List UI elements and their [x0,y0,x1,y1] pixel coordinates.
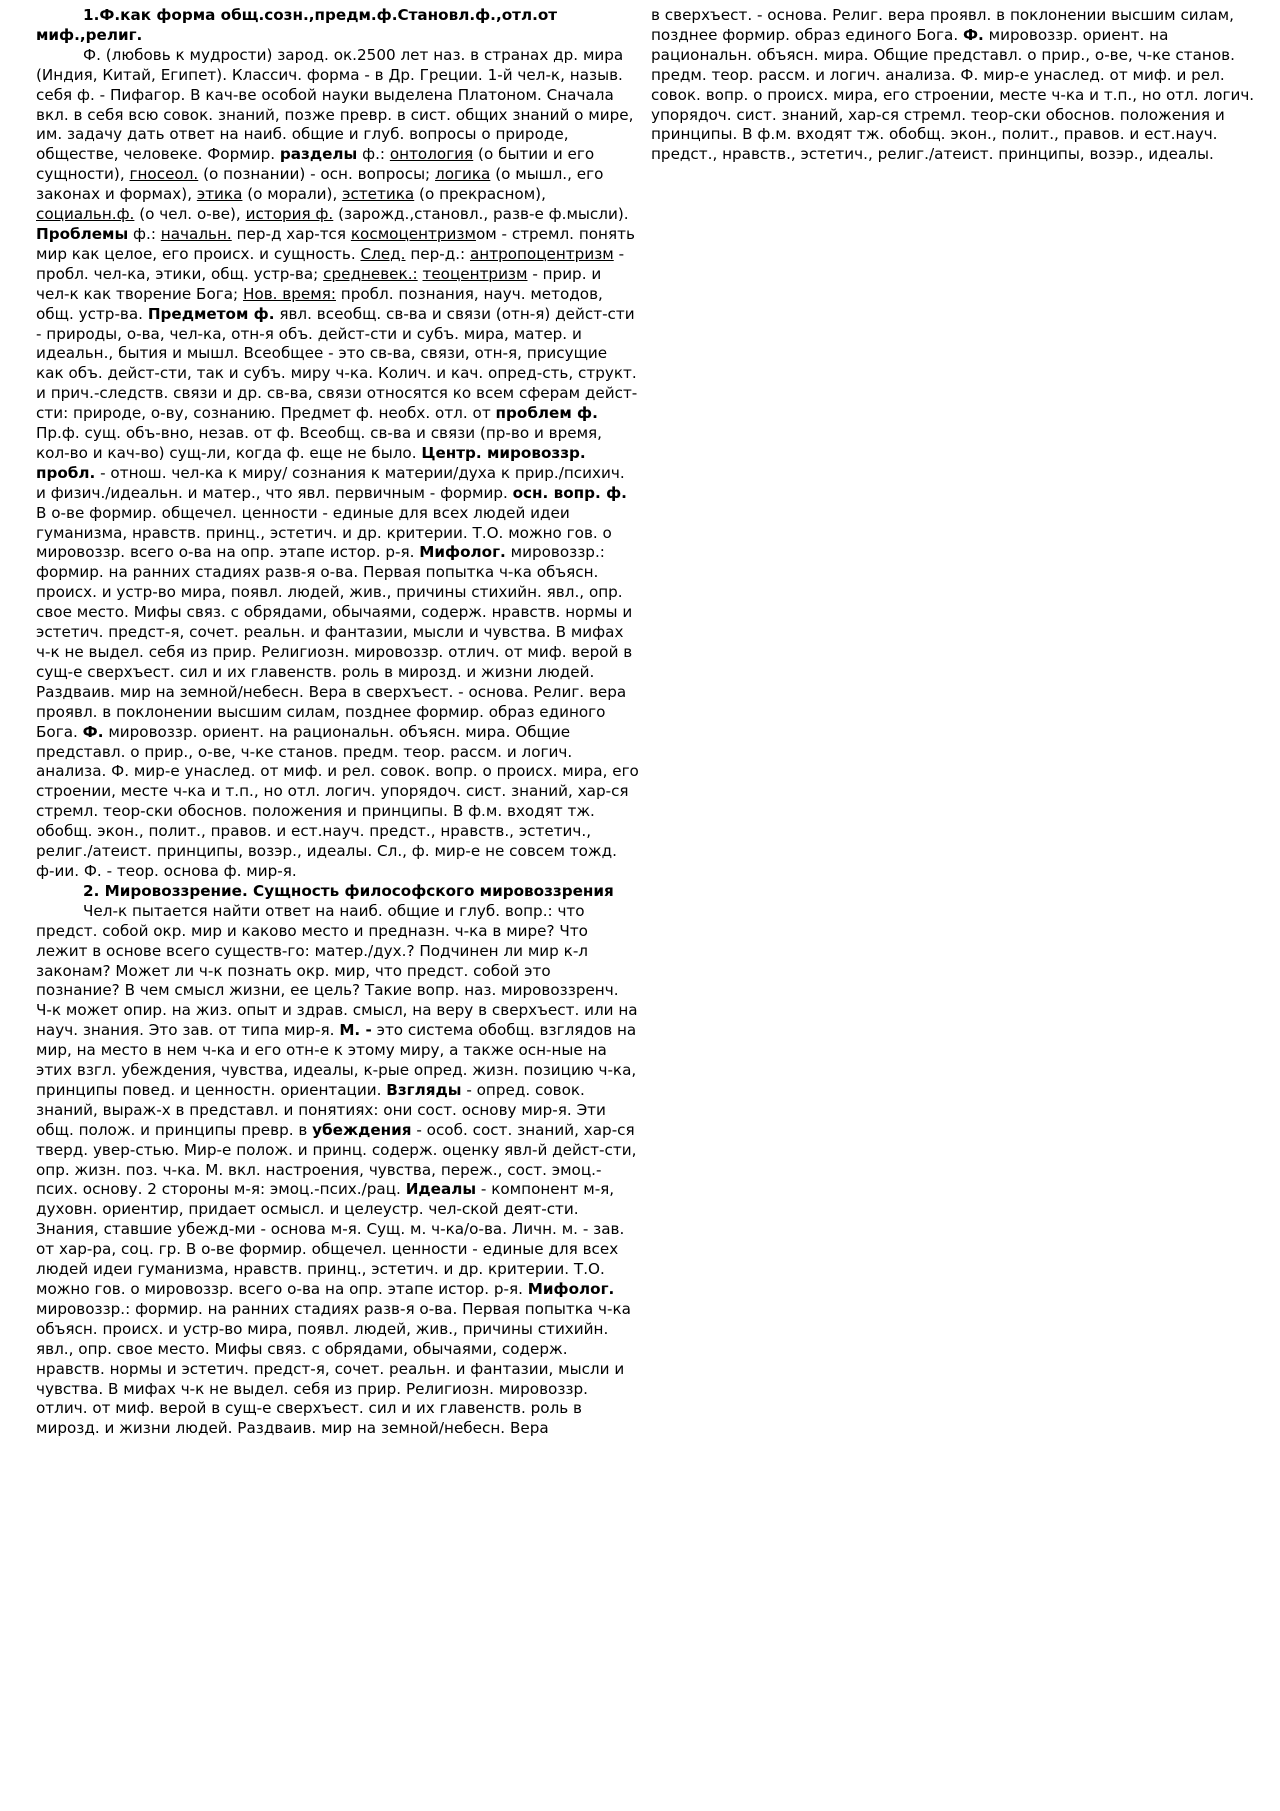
modern-desc: пробл. познания, науч. методов, общ. устр-ва. [36,284,603,323]
myth-label: Мифолог. [419,543,506,562]
problems-f-text: Пр.ф. сущ. объ-вно, незав. от ф. Всеобщ. св-ва и связи (пр-во и время, кол-во и кач-во) сущ-ли, когда ф. еще не было. [36,424,603,462]
gnoseology-desc: (о познании) - осн. вопросы; [203,165,431,184]
section-2-title: 2. Мировоззрение. Сущность философского мировоззрения [83,881,614,900]
myth-text-2: мировоззр.: формир. на ранних стадиях разв-я о-ва. Первая попытка ч-ка объясн. происх. и устр-во мира, появл. людей, жив., причины стихийн. явл., опр. свое место. Мифы связ. с обрядами, обычаями, содерж. нравств. нормы и эстетич. предст-я, сочет. реальн. и фантазии, мысли и чувства. В мифах ч-к не выдел. себя из прир. Религиозн. мировоззр. отлич. от миф. верой в сущ-е сверхъест. сил и их главенств. роль в мирозд. и жизни людей. Раздваив. мир на земной/небесн. Вера [36,1299,631,1438]
theocentrism-desc: - прир. и чел-к как творение Бога; [36,264,602,303]
myth-label-2: Мифолог. [527,1280,615,1298]
initial-desc: пер-д хар-тся [236,224,347,243]
section-1-title: 1.Ф.как форма общ.созн.,предм.ф.Становл.ф.,отл.от миф.,религ. [36,6,558,44]
beliefs-label: убеждения [312,1120,412,1139]
right-text-before: в сверхъест. - основа. Религ. вера проявл. в поклонении высшим силам, позднее формир. образ единого Бога. [651,6,1234,44]
social-desc: (о чел. о-ве), [139,205,241,224]
m-text: это система обобщ. взглядов на мир, на место в нем ч-ка и его отн-е к этому миру, а также осн-ные на этих взгл. убеждения, чувства, идеалы, к-рые опред. жизн. позицию ч-ка, принципы повед. и ценностн. ориентации. [36,1021,637,1099]
medieval-term: средневек.: [323,264,418,283]
razdely-colon: ф.: [362,145,386,164]
ethics-term: этика [196,185,243,204]
right-phil-label: Ф. [962,25,984,44]
right-column-body [651,6,1256,165]
problems-f-label: проблем ф. [495,404,598,423]
central-text: - отнош. чел-ка к миру/ сознания к материи/духа к прир./психич. и физич./идеальн. и матер., что явл. первичным - формир. [36,463,625,502]
logic-desc: (о мышл., его законах и формах), [36,165,604,204]
anthropocentrism-desc: - пробл. чел-ка, этики, общ. устр-ва; [36,244,625,283]
right-column [651,6,1256,165]
central-label: Центр. мировоззр. пробл. [36,443,586,482]
aesthetics-desc: (о прекрасном), [419,185,546,204]
ideals-label: Идеалы [405,1180,477,1199]
left-column [36,6,639,1439]
cosmocentrism-desc: ом - стремл. понять мир как целое, его происх. и сущность. [36,224,635,263]
right-text-after: мировоззр. ориент. на рациональн. объясн. мира. Общие представл. о прир., о-ве, ч-ке станов. предм. теор. рассм. и логич. анализа. Ф. мир-е унаслед. от миф. и рел. совок. вопр. о происх. мира, его строении, месте ч-ка и т.п., но отл. логич. упорядоч. сист. знаний, хар-ся стремл. теор-ски обоснов. положения и принципы. В ф.м. входят тж. обобщ. экон., полит., правов. и ест.науч. предст., нравств., эстетич., религ./атеист. принципы, возэр., идеалы. [651,25,1255,164]
ontology-desc: (о бытии и его сущности), [36,145,595,184]
problems-label: Проблемы [36,224,129,243]
main-question-text: В о-ве формир. общечел. ценности - единые для всех людей идеи гуманизма, нравств. принц., эстетич. и др. критерии. Т.О. можно гов. о мировоззр. всего о-ва на опр. этапе истор. р-я. [36,503,612,562]
logic-term: логика [435,165,491,184]
main-question-label: осн. вопр. ф. [512,483,627,502]
worldview-intro: Чел-к пытается найти ответ на наиб. общие и глуб. вопр.: что предст. собой окр. мир и каково место и предназн. ч-ка в мире? Что лежит в основе всего существ-го: матер./дух.? Подчинен ли мир к-л законам? Может ли ч-к познать окр. мир, что предст. собой это познание? В чем смысл жизни, ее цель? Такие вопр. наз. мировоззренч. Ч-к может опир. на жиз. опыт и здрав. смысл, на веру в сверхъест. или на науч. знания. Это зав. от типа мир-я. [36,901,638,1040]
ethics-desc: (о морали), [247,185,338,204]
next-desc: пер-д.: [410,244,466,263]
razdely-label: разделы [279,145,358,164]
section-2-body [36,902,639,1439]
history-term: история ф. [245,205,334,224]
intro-text: Ф. (любовь к мудрости) зарод. ок.2500 лет наз. в странах др. мира (Индия, Китай, Египет). Классич. форма - в Др. Греции. 1-й чел-к, назыв. себя ф. - Пифагор. В кач-ве особой науки выделена Платоном. Сначала вкл. в себя всю совок. знаний, позже превр. в сист. общих знаний о мире, им. задачу дать ответ на наиб. общие и глуб. вопросы о природе, обществе, человеке. Формир. [36,45,634,164]
beliefs-text: - особ. сост. знаний, хар-ся тверд. увер-стью. Мир-е полож. и принц. содерж. оценку явл-й дейст-сти, опр. жизн. поз. ч-ка. М. вкл. настроения, чувства, переж., сост. эмоц.-псих. основу. 2 стороны м-я: эмоц.-псих./рац. [36,1120,637,1199]
aesthetics-term: эстетика [342,185,415,204]
views-text: - опред. совок. знаний, выраж-х в представл. и понятиях: они сост. основу мир-я. Эти общ. полож. и принципы превр. в [36,1080,606,1139]
gnoseology-term: гносеол. [129,165,199,184]
anthropocentrism-term: антропоцентризм [469,244,614,263]
views-label: Взгляды [386,1080,462,1099]
theocentrism-term: теоцентризм [422,264,528,283]
initial-term: начальн. [160,224,232,243]
myth-text: мировоззр.: формир. на ранних стадиях разв-я о-ва. Первая попытка ч-ка объясн. происх. и устр-во мира, появл. людей, жив., причины стихийн. явл., опр. свое место. Мифы связ. с обрядами, обычаями, содерж. нравств. нормы и эстетич. предст-я, сочет. реальн. и фантазии, мысли и чувства. В мифах ч-к не выдел. себя из прир. Религиозн. мировоззр. отлич. от миф. верой в сущ-е сверхъест. сил и их главенств. роль в мирозд. и жизни людей. Раздваив. мир на земной/небесн. Вера в сверхъест. - основа. Религ. вера проявл. в поклонении высшим силам, позднее формир. образ единого Бога. [36,543,633,741]
subject-label: Предметом ф. [147,304,275,323]
phil-text: мировоззр. ориент. на рациональн. объясн. мира. Общие представл. о прир., о-ве, ч-ке станов. предм. теор. рассм. и логич. анализа. Ф. мир-е унаслед. от миф. и рел. совок. вопр. о происх. мира, его строении, месте ч-ка и т.п., но отл. логич. упорядоч. сист. знаний, хар-ся стремл. теор-ски обоснов. положения и принципы. В ф.м. входят тж. обобщ. экон., полит., правов. и ест.науч. предст., нравств., эстетич., религ./атеист. принципы, возэр., идеалы. Сл., ф. мир-е не совсем тожд. ф-ии. Ф. - теор. основа ф. мир-я. [36,722,639,880]
social-term: социальн.ф. [36,205,135,224]
ontology-term: онтология [389,145,474,164]
m-label: М. - [339,1021,372,1040]
modern-term: Нов. время: [242,284,336,303]
history-desc: (зарожд.,становл., разв-е ф.мысли). [338,205,629,224]
cosmocentrism-term: космоцентризм [350,224,476,243]
ideals-text: - компонент м-я, духовн. ориентир, придает осмысл. и целеустр. чел-ской деят-сти. Знания, ставшие убежд-ми - основа м-я. Сущ. м. ч-ка/о-ва. Личн. м. - зав. от хар-ра, соц. гр. В о-ве формир. общечел. ценности - единые для всех людей идеи гуманизма, нравств. принц., эстетич. и др. критерии. Т.О. можно гов. о мировоззр. всего о-ва на опр. этапе истор. р-я. [36,1180,625,1298]
section-1-body [36,46,639,882]
subject-text: явл. всеобщ. св-ва и связи (отн-я) дейст-сти - природы, о-ва, чел-ка, отн-я объ. дейст-сти и субъ. мира, матер. и идеальн., бытия и мышл. Всеобщее - это св-ва, связи, отн-я, присущие как объ. дейст-сти, так и субъ. миру ч-ка. Колич. и кач. опред-сть, структ. и прич.-следств. связи и др. св-ва, связи относятся ко всем сферам дейст-сти: природе, о-ву, сознанию. Предмет ф. необх. отл. от [36,304,638,423]
next-term: След. [360,244,406,263]
phil-label: Ф. [82,722,104,741]
problems-colon: ф.: [133,224,156,243]
